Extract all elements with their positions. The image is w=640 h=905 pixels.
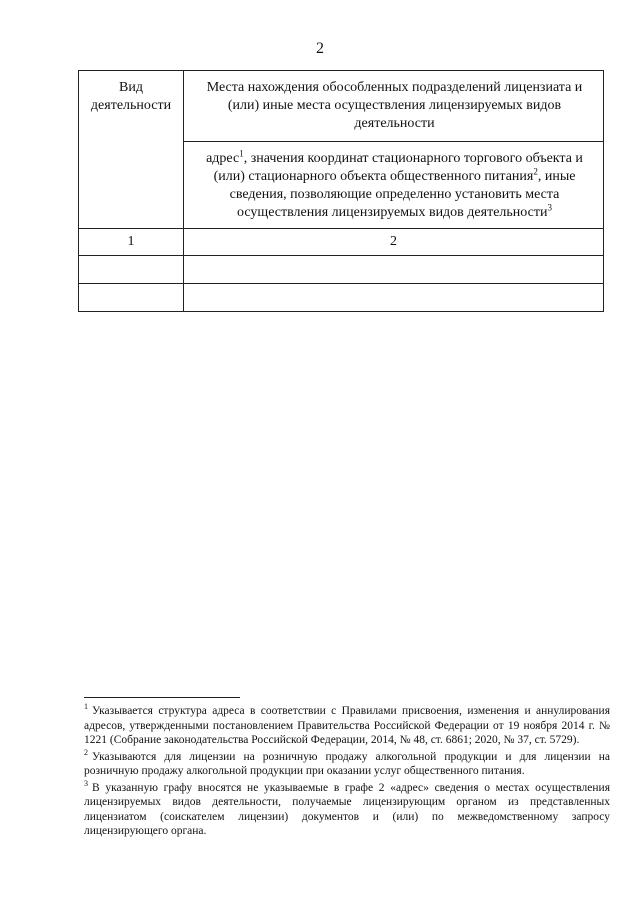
table-row xyxy=(79,256,604,284)
places-subheader xyxy=(184,141,603,228)
subheader-text-2: , значения координат стационарного торгового объекта и (или) стационарного объекта общественного питания xyxy=(213,151,583,184)
footnote-text: В указанную графу вносятся не указываемые в графе 2 «адрес» сведения о местах осуществления лицензируемых видов деятельности, получаемые лицензирующим органом из представленных лицензиатом (соискателем лицензии) документов и (или) по межведомственному запросу лицензирующего органа. xyxy=(84,781,610,837)
column-number-1: 1 xyxy=(79,229,184,256)
places-header: Места нахождения обособленных подразделений лицензиата и (или) иные места осуществления лицензируемых видов деятельности xyxy=(206,80,583,131)
footnote-3 xyxy=(84,778,610,839)
places-header-cell xyxy=(184,71,604,229)
column-number-row xyxy=(79,229,604,256)
subheader-text-1: адрес xyxy=(206,151,240,166)
footnote-ref-2: 2 xyxy=(533,166,538,177)
footnote-ref-1: 1 xyxy=(239,148,244,159)
column-number-2: 2 xyxy=(184,229,604,256)
licensing-places-table xyxy=(78,70,604,312)
footnote-ref-3: 3 xyxy=(547,202,552,213)
footnote-separator xyxy=(84,697,240,698)
table-cell xyxy=(184,256,604,284)
footnote-1 xyxy=(84,704,610,748)
footnotes xyxy=(84,704,610,841)
activity-type-header: Вид деятельности xyxy=(90,80,172,113)
table-cell xyxy=(79,284,184,312)
footnote-mark: 3 xyxy=(84,778,88,788)
table-cell xyxy=(79,256,184,284)
subheader-text-3: , иные сведения, позволяющие определенно установить места осуществления лицензируемых видов деятельности xyxy=(229,169,576,220)
activity-type-header-cell xyxy=(79,71,184,229)
footnote-mark: 1 xyxy=(84,702,88,712)
footnote-2 xyxy=(84,747,610,779)
table-header-row xyxy=(79,71,604,229)
page-number: 2 xyxy=(316,40,324,57)
table-cell xyxy=(184,284,604,312)
footnote-text: Указываются для лицензии на розничную продажу алкогольной продукции и для лицензии на розничную продажу алкогольной продукции при оказании услуг общественного питания. xyxy=(84,750,610,777)
footnote-mark: 2 xyxy=(84,747,88,757)
table-row xyxy=(79,284,604,312)
footnote-text: Указывается структура адреса в соответствии с Правилами присвоения, изменения и аннулирования адресов, утвержденными постановлением Правительства Российской Федерации от 19 ноября 2014 г. № 1221 (Собрание законодательства Российской Федерации, 2014, № 48, ст. 6861; 2020, № 37, ст. 5729). xyxy=(84,705,610,746)
